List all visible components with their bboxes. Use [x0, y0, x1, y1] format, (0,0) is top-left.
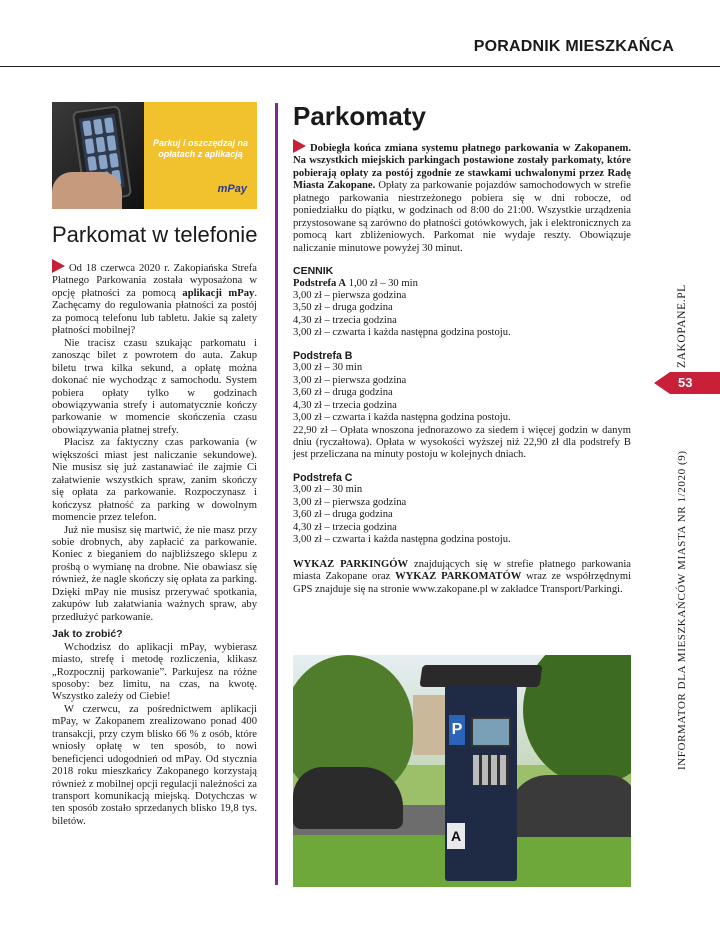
zone-c: 3,00 zł – 30 min 3,00 zł – pierwsza godzina 3,60 zł – druga godzina 4,30 zł – trzecia godzina 3,00 zł – czwarta i każda następna godzina postoju. [293, 484, 511, 546]
left-paragraph-4: Już nie musisz się martwić, że nie masz przy sobie drobnych, aby zapłacić za parkowanie. Koniec z bieganiem do najbliższego sklepu z prośbą o wymianę na drobne. Nie obawiasz się również, że nagle skończy się opłata za parking. Dzięki mPay nie musisz przerywać spotkania, zakupów lub załatwiania ważnych spraw, aby przedłużyć parkowanie. [52, 524, 257, 623]
ad-photo [52, 102, 144, 209]
page-number-tab [654, 372, 720, 394]
zone-sign-a: A [447, 823, 465, 849]
right-lead: Dobiegła końca zmiana systemu płatnego parkowania w Zakopanem. Na wszystkich miejskich parkingach postawione zostały parkomaty, które pobierają opłaty za postój zgodnie ze stawkami uchwalonymi przez Radę Miasta Zakopane. Opłaty za parkowanie pojazdów samochodowych w strefie płatnego parkowania niestrzeżonego pobiera się w dni robocze, od poniedziałku do piątku, w godzinach od 8:00 do 21:00. Wszystkie urządzenia przystosowane są zarówno do płatności gotówkowych, jak i elektronicznych za pomocą kart zbliżeniowych. Parkomat nie wydaje reszty. Obowiązuje naliczanie minutowe powyżej 30 minut. [293, 139, 631, 255]
mpay-ad-banner [52, 102, 257, 209]
zone-a: Podstrefa A 1,00 zł – 30 min 3,00 zł – pierwsza godzina 3,50 zł – druga godzina 4,30 zł – trzecia godzina 3,00 zł – czwarta i każda następna godzina postoju. [293, 277, 511, 339]
right-article-body [293, 139, 631, 596]
right-article-title: Parkomaty [293, 101, 426, 131]
parking-meter-photo [293, 655, 631, 887]
sidebar-url-wrap [676, 268, 694, 368]
meter-keypad [473, 755, 509, 785]
zone-b-label: Podstrefa B [293, 349, 353, 362]
zone-c-label: Podstrefa C [293, 471, 353, 484]
zone-b-note: 22,90 zł – Opłata wnoszona jednorazowo za siedem i więcej godzin w danym dniu (ryczałtowa). Opłata w wysokości wyższej niż 22,90 zł dla podstrefy B jest przeliczana na minuty postoju w kolejnych dniach. [293, 424, 631, 461]
hand-image [52, 172, 122, 209]
column-divider [275, 103, 278, 885]
left-paragraph-3: Płacisz za faktyczny czas parkowania (w większości miast jest naliczanie sekundowe). Nie musisz się już zastanawiać ile zajmie Ci załatwienie wszystkich spraw, zanim skończy się opłata za parkowanie. Rozpoczynasz i kończysz płatność za parking w dowolnym momencie przez telefon. [52, 437, 257, 524]
zone-b: 3,00 zł – 30 min 3,00 zł – pierwsza godzina 3,60 zł – druga godzina 4,30 zł – trzecia godzina 3,00 zł – czwarta i każda następna godzina postoju. 22,90 zł – Opłata wnoszona jednorazowo za siedem i więcej godzin w danym dniu (ryczałtowa). Opłata w wysokości wyższej niż 22,90 zł dla podstrefy B jest przeliczana na minuty postoju w kolejnych dniach. [293, 362, 631, 461]
car-image [508, 775, 631, 837]
section-title: PORADNIK MIESZKAŃCA [473, 38, 674, 55]
price-list-heading: CENNIK [293, 265, 334, 278]
car-image [293, 767, 403, 829]
left-paragraph-6: W czerwcu, za pośrednictwem aplikacji mPay, w Zakopanem zrealizowano ponad 400 transakcji, przy czym blisko 66 % z osób, które wniosły opłatę w ten sposób, to nowi beneficjenci udogodnień od mPay. Od stycznia 2018 roku mieszkańcy Zakopanego korzystają również z mobilnej opcji regulacji należności za transport komunikacją miejską. Dotychczas w ten sposób zostało sprzedanych blisko 19,8 tys. biletów. [52, 703, 257, 827]
page-number: 53 [670, 372, 720, 394]
parking-list-info: WYKAZ PARKINGÓW znajdujących się w strefie płatnego parkowania miasta Zakopane oraz WYKAZ PARKOMATÓW wraz ze współrzędnymi GPS znajduje się na stronie www.zakopane.pl w zakładce Transport/Parkingi. [293, 558, 632, 595]
page-tab-arrow-icon [654, 372, 670, 394]
left-paragraph-1: Od 18 czerwca 2020 r. Zakopiańska Strefa Płatnego Parkowania została wyposażona w opcję płatności za pomocą aplikacji mPay. Zachęcamy do regulowania płatności za postój za pomocą telefonu lub tabletu. Jakie są zalety płatności mobilnej? [52, 259, 257, 338]
how-to-heading: Jak to zrobić? [52, 628, 123, 641]
sidebar-info-wrap [676, 400, 694, 770]
meter-screen [471, 717, 511, 747]
header-rule [0, 66, 720, 67]
ad-slogan: Parkuj i oszczędzaj na opłatach z aplikacją [152, 138, 249, 159]
mpay-logo: mPay [217, 183, 247, 195]
arrow-icon [293, 139, 306, 153]
left-paragraph-2: Nie tracisz czasu szukając parkomatu i zanosząc bilet z powrotem do auta. Zakup biletu trwa kilka sekund, a opłatę można dokonać nie wychodząc z samochodu. System pobiera opłaty tylko w godzinach obowiązywania strefy i automatycznie kończy parkowanie w momencie skończenia czasu obowiązywania płatnej strefy. [52, 337, 257, 436]
left-paragraph-5: Wchodzisz do aplikacji mPay, wybierasz miasto, strefę i metodę rozliczenia, klikasz „Rozpocznij parkowanie”. Parkujesz na różne sposoby: bez limitu, na czas, na kwotę. Wszystko zależy od Ciebie! [52, 641, 257, 703]
left-article-title: Parkomat w telefonie [52, 222, 258, 247]
meter-roof [419, 665, 542, 687]
left-article-body [52, 259, 257, 828]
parking-sign-p: P [449, 715, 465, 745]
sidebar-url: ZAKOPANE.PL [676, 284, 688, 368]
arrow-icon [52, 259, 65, 273]
sidebar-publication-info: INFORMATOR DLA MIESZKAŃCÓW MIASTA NR 1/2020 (9) [676, 450, 688, 770]
